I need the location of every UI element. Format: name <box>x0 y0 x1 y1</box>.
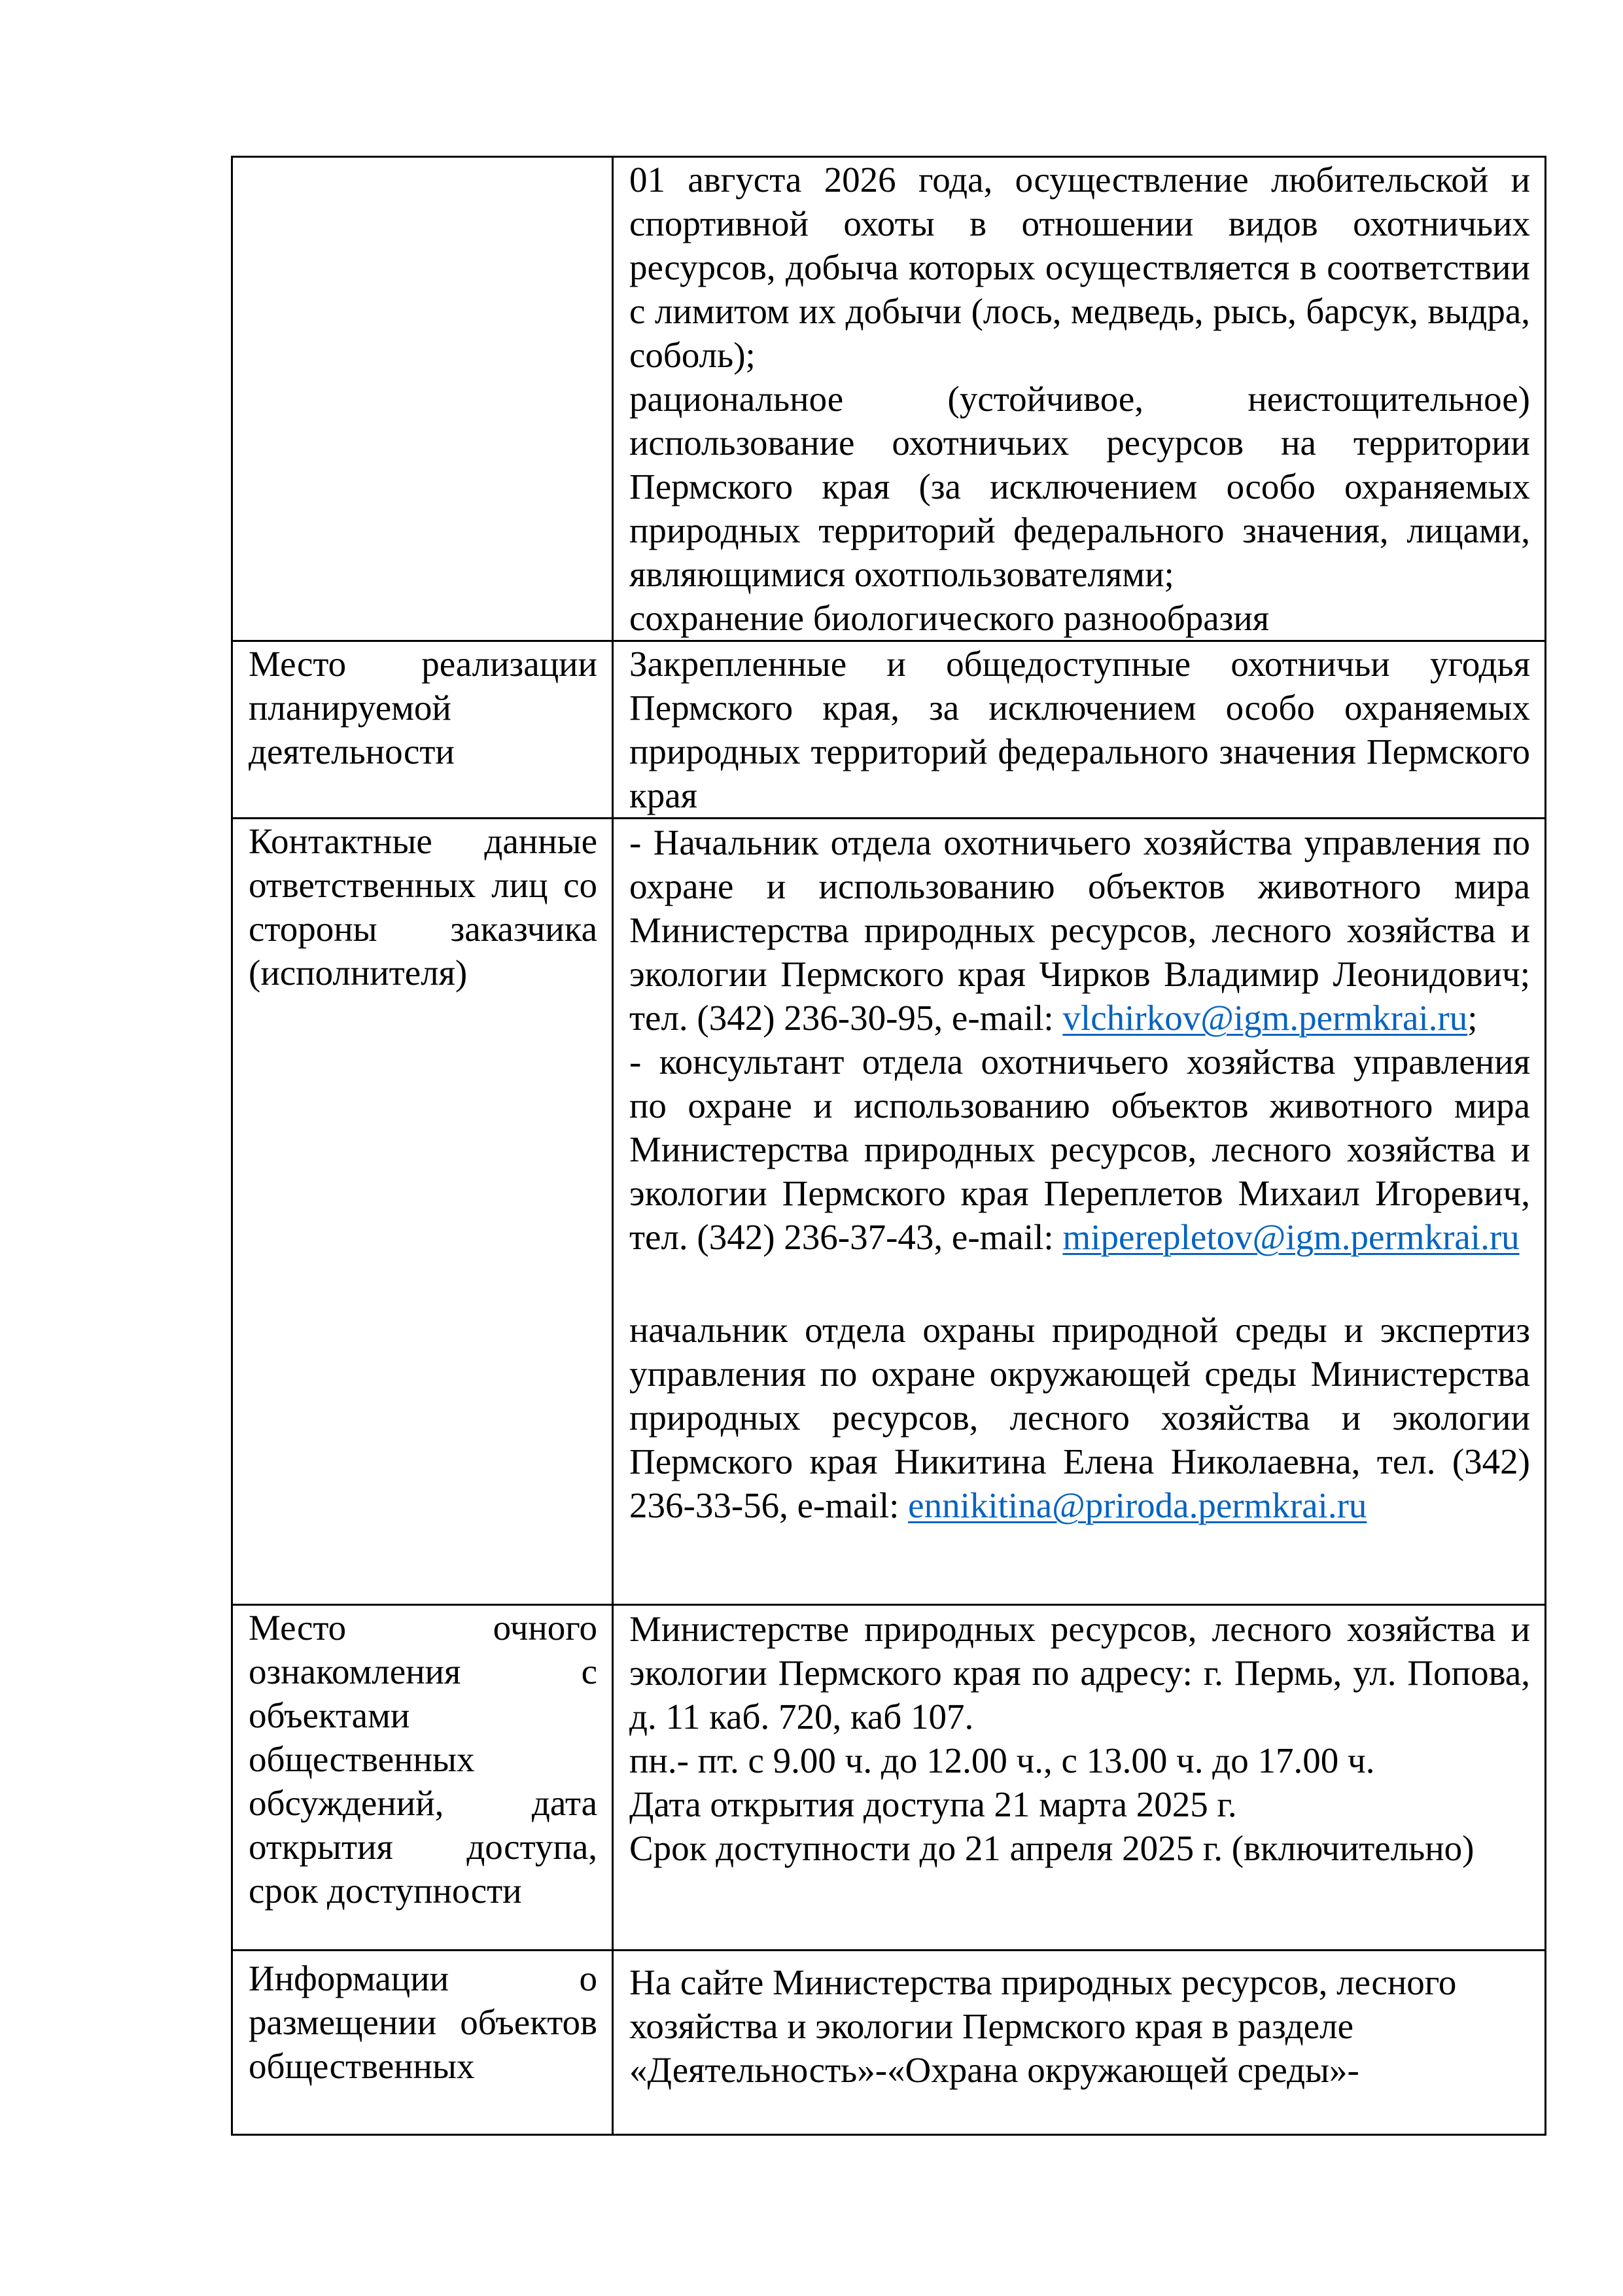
paragraph: Срок доступности до 21 апреля 2025 г. (включительно) <box>629 1828 1475 1868</box>
paragraph: Закрепленные и общедоступные охотничьи угодья Пермского края, за исключением особо охраняемых природных территорий федерального значения Пермского края <box>629 644 1530 815</box>
row-label: Место реализации планируемой деятельности <box>232 641 613 819</box>
blank-line <box>629 1259 1530 1308</box>
row-value <box>613 641 1546 819</box>
row-label: Информации о размещении объектов общественных <box>232 1951 613 2135</box>
table-row <box>232 157 1546 641</box>
paragraph: пн.- пт. с 9.00 ч. до 12.00 ч., с 13.00 ч. до 17.00 ч. <box>629 1740 1375 1780</box>
paragraph: рациональное (устойчивое, неистощительное) использование охотничьих ресурсов на территории Пермского края (за исключением особо охраняемых природных территорий федерального значения, лицами, являющимися охотпользователями; <box>629 379 1530 594</box>
email-link[interactable]: vlchirkov@igm.permkrai.ru <box>1062 998 1468 1038</box>
row-value <box>613 1605 1546 1951</box>
row-value <box>613 157 1546 641</box>
email-link[interactable]: ennikitina@priroda.permkrai.ru <box>908 1485 1367 1525</box>
paragraph: 01 августа 2026 года, осуществление любительской и спортивной охоты в отношении видов охотничьих ресурсов, добыча которых осуществляется в соответствии с лимитом их добычи (лось, медведь, рысь, барсук, выдра, соболь); <box>629 160 1530 375</box>
paragraph: Дата открытия доступа 21 марта 2025 г. <box>629 1784 1237 1824</box>
table-row <box>232 1951 1546 2135</box>
paragraph: Министерстве природных ресурсов, лесного хозяйства и экологии Пермского края по адресу: г. Пермь, ул. Попова, д. 11 каб. 720, каб 107. <box>629 1609 1530 1737</box>
contact-text: начальник отдела охраны природной среды и экспертиз управления по охране окружающей среды Министерства природных ресурсов, лесного хозяйства и экологии Пермского края Никитина Елена Николаевна, тел. (342) 236-33-56, e-mail: <box>629 1310 1530 1525</box>
row-value <box>613 1951 1546 2135</box>
row-value <box>613 819 1546 1605</box>
table-row <box>232 1605 1546 1951</box>
table-row <box>232 819 1546 1605</box>
contact-text: - Начальник отдела охотничьего хозяйства управления по охране и использованию объектов животного мира Министерства природных ресурсов, лесного хозяйства и экологии Пермского края Чирков Владимир Леонидович; тел. (342) 236-30-95, e-mail: <box>629 822 1530 1038</box>
email-link[interactable]: miperepletov@igm.permkrai.ru <box>1062 1217 1520 1257</box>
paragraph: сохранение биологического разнообразия <box>629 598 1270 638</box>
info-table <box>231 156 1546 2136</box>
contact-suffix: ; <box>1467 998 1478 1038</box>
contact-entry <box>629 1040 1530 1259</box>
table-row <box>232 641 1546 819</box>
row-label: Место очного ознакомления с объектами общественных обсуждений, дата открытия доступа, срок доступности <box>232 1605 613 1951</box>
contact-entry <box>629 821 1530 1040</box>
row-label <box>232 157 613 641</box>
contact-entry <box>629 1308 1530 1527</box>
contact-text: - консультант отдела охотничьего хозяйства управления по охране и использованию объектов животного мира Министерства природных ресурсов, лесного хозяйства и экологии Пермского края Переплетов Михаил Игоревич, тел. (342) 236-37-43, e-mail: <box>629 1042 1530 1257</box>
row-label: Контактные данные ответственных лиц со стороны заказчика (исполнителя) <box>232 819 613 1605</box>
paragraph: На сайте Министерства природных ресурсов, лесного хозяйства и экологии Пермского края в разделе «Деятельность»-«Охрана окружающей среды»- <box>629 1962 1457 2090</box>
